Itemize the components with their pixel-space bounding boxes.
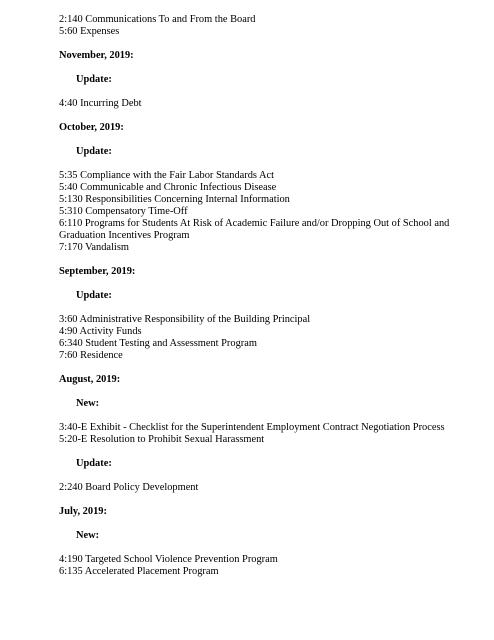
- policy-item: 4:190 Targeted School Violence Prevention Program: [59, 554, 278, 565]
- policy-item: 5:40 Communicable and Chronic Infectious Disease: [59, 182, 277, 193]
- policy-item: 7:60 Residence: [59, 350, 123, 361]
- new-label: New:: [76, 530, 100, 541]
- policy-item: 5:35 Compliance with the Fair Labor Standards Act: [59, 170, 274, 181]
- policy-item: 7:170 Vandalism: [59, 242, 129, 253]
- policy-item: 5:310 Compensatory Time-Off: [59, 206, 188, 217]
- month-heading-october: October, 2019:: [59, 122, 124, 133]
- update-label: Update:: [76, 290, 112, 301]
- policy-item: 5:20-E Resolution to Prohibit Sexual Harassment: [59, 434, 265, 445]
- policy-item: 6:340 Student Testing and Assessment Program: [59, 338, 257, 349]
- new-label: New:: [76, 398, 100, 409]
- update-label: Update:: [76, 146, 112, 157]
- policy-item: 4:90 Activity Funds: [59, 326, 142, 337]
- policy-item: 6:110 Programs for Students At Risk of Academic Failure and/or Dropping Out of School and Graduation Incentives Program: [59, 218, 450, 241]
- month-heading-september: September, 2019:: [59, 266, 136, 277]
- month-heading-july: July, 2019:: [59, 506, 107, 517]
- policy-item: 3:60 Administrative Responsibility of the Building Principal: [59, 314, 311, 325]
- month-heading-august: August, 2019:: [59, 374, 121, 385]
- policy-item: 5:60 Expenses: [59, 26, 120, 37]
- policy-item: 2:240 Board Policy Development: [59, 482, 199, 493]
- policy-update-document: [59, 14, 479, 578]
- policy-item: 2:140 Communications To and From the Board: [59, 14, 256, 25]
- update-label: Update:: [76, 458, 112, 469]
- update-label: Update:: [76, 74, 112, 85]
- policy-item: 3:40-E Exhibit - Checklist for the Superintendent Employment Contract Negotiation Process: [59, 422, 445, 433]
- month-heading-november: November, 2019:: [59, 50, 134, 61]
- policy-item: 6:135 Accelerated Placement Program: [59, 566, 219, 577]
- policy-item: 5:130 Responsibilities Concerning Internal Information: [59, 194, 290, 205]
- policy-item: 4:40 Incurring Debt: [59, 98, 142, 109]
